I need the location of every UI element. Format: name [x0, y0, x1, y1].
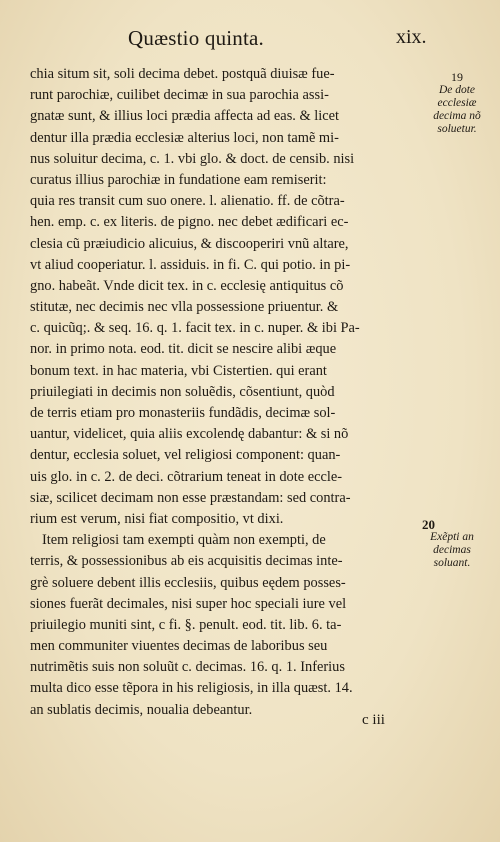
margin-note-line: Exẽpti an: [430, 531, 474, 543]
margin-note-line: ecclesiæ: [437, 97, 477, 109]
text-line: nutrimẽtis suis non soluũt c. decimas. 16. q. 1. Inferius: [30, 659, 345, 676]
margin-note-dote: [424, 71, 490, 136]
signature-mark: c iii: [362, 712, 385, 728]
margin-note-number: 20: [422, 517, 435, 532]
text-line: c. quicũq;. & seq. 16. q. 1. facit tex. in c. nuper. & ibi Pa-: [30, 320, 360, 337]
margin-note-exempti: [416, 518, 488, 570]
text-line: grè soluere debent illis ecclesiis, quibus eędem posses-: [30, 574, 346, 591]
margin-note-line: De dote: [438, 84, 476, 96]
text-line: hen. emp. c. ex literis. de pigno. nec debet ædificari ec-: [30, 214, 349, 231]
text-line: uis glo. in c. 2. de deci. cõtrarium teneat in dote eccle-: [30, 468, 343, 485]
text-line: gno. habeãt. Vnde dicit tex. in c. ecclesię antiquitus cõ: [30, 277, 344, 294]
folio-number: xix.: [396, 26, 427, 48]
text-line: dentur illa prædia ecclesiæ alterius loci, non tamẽ mi-: [30, 129, 339, 146]
margin-note-line: soluetur.: [437, 123, 477, 135]
text-line: priuilegio muniti sint, c fi. §. penult. eod. tit. lib. 6. ta-: [30, 616, 342, 633]
main-text-block: [30, 64, 420, 721]
text-line: nus soluitur decima, c. 1. vbi glo. & doct. de censib. nisi: [30, 150, 355, 167]
text-line: vt aliud cooperiatur. l. assiduis. in fi. C. qui potio. in pi-: [30, 256, 351, 273]
text-line: priuilegiati in decimis non soluẽdis, cõsentiunt, quòd: [30, 383, 335, 400]
text-line: nor. in primo nota. eod. tit. dicit se nescire alibi æque: [30, 341, 337, 358]
text-line: de terris etiam pro monasteriis fundãdis, decimæ sol-: [30, 405, 336, 421]
margin-note-line: soluant.: [433, 557, 471, 569]
text-line: curatus illius parochiæ in fundatione eam remiserit:: [30, 171, 327, 188]
text-line: clesia cũ præiudicio alicuius, & discooperiri vnũ altare,: [30, 235, 349, 252]
margin-note-line: decimas: [433, 544, 471, 556]
text-line: stitutæ, nec decimis nec vlla possessione priuentur. &: [30, 299, 339, 316]
margin-note-number: 19: [451, 70, 463, 84]
text-line: siones fuerãt decimales, nisi super hoc speciali iure vel: [30, 595, 347, 612]
text-line: men communiter viuentes decimas de laboribus seu: [30, 638, 328, 655]
text-line: chia situm sit, soli decima debet. postquã diuisæ fue-: [30, 66, 335, 82]
text-line: terris, & possessionibus ab eis acquisitis decimas inte-: [30, 553, 343, 570]
running-title: Quæstio quinta.: [128, 26, 265, 50]
text-line: dentur, ecclesia soluet, vel religiosi component: quan-: [30, 447, 341, 464]
margin-note-line: decima nõ: [433, 110, 481, 122]
text-line: gnatæ sunt, & illius loci prædia affecta ad eas. & licet: [30, 108, 340, 125]
text-line: quia res transit cum suo onere. l. alienatio. ff. de cõtra-: [30, 193, 345, 210]
paragraph-start-line: Item religiosi tam exempti quàm non exempti, de: [42, 532, 326, 549]
text-line: an sublatis decimis, noualia debeantur.: [30, 701, 253, 718]
page-header: [0, 26, 500, 54]
text-line: rium est verum, nisi fiat compositio, vt dixi.: [30, 510, 284, 527]
text-line: uantur, videlicet, quia aliis excolendę dabantur: & si nõ: [30, 426, 349, 443]
text-line: multa dico esse tẽpora in his religiosis, in illa quæst. 14.: [30, 680, 353, 697]
text-line: bonum text. in hac materia, vbi Cistertien. qui erant: [30, 362, 327, 379]
text-line: runt parochiæ, cuilibet decimæ in sua parochia assi-: [30, 87, 329, 104]
text-line: siæ, scilicet decimam non esse præstandam: sed contra-: [30, 489, 351, 506]
